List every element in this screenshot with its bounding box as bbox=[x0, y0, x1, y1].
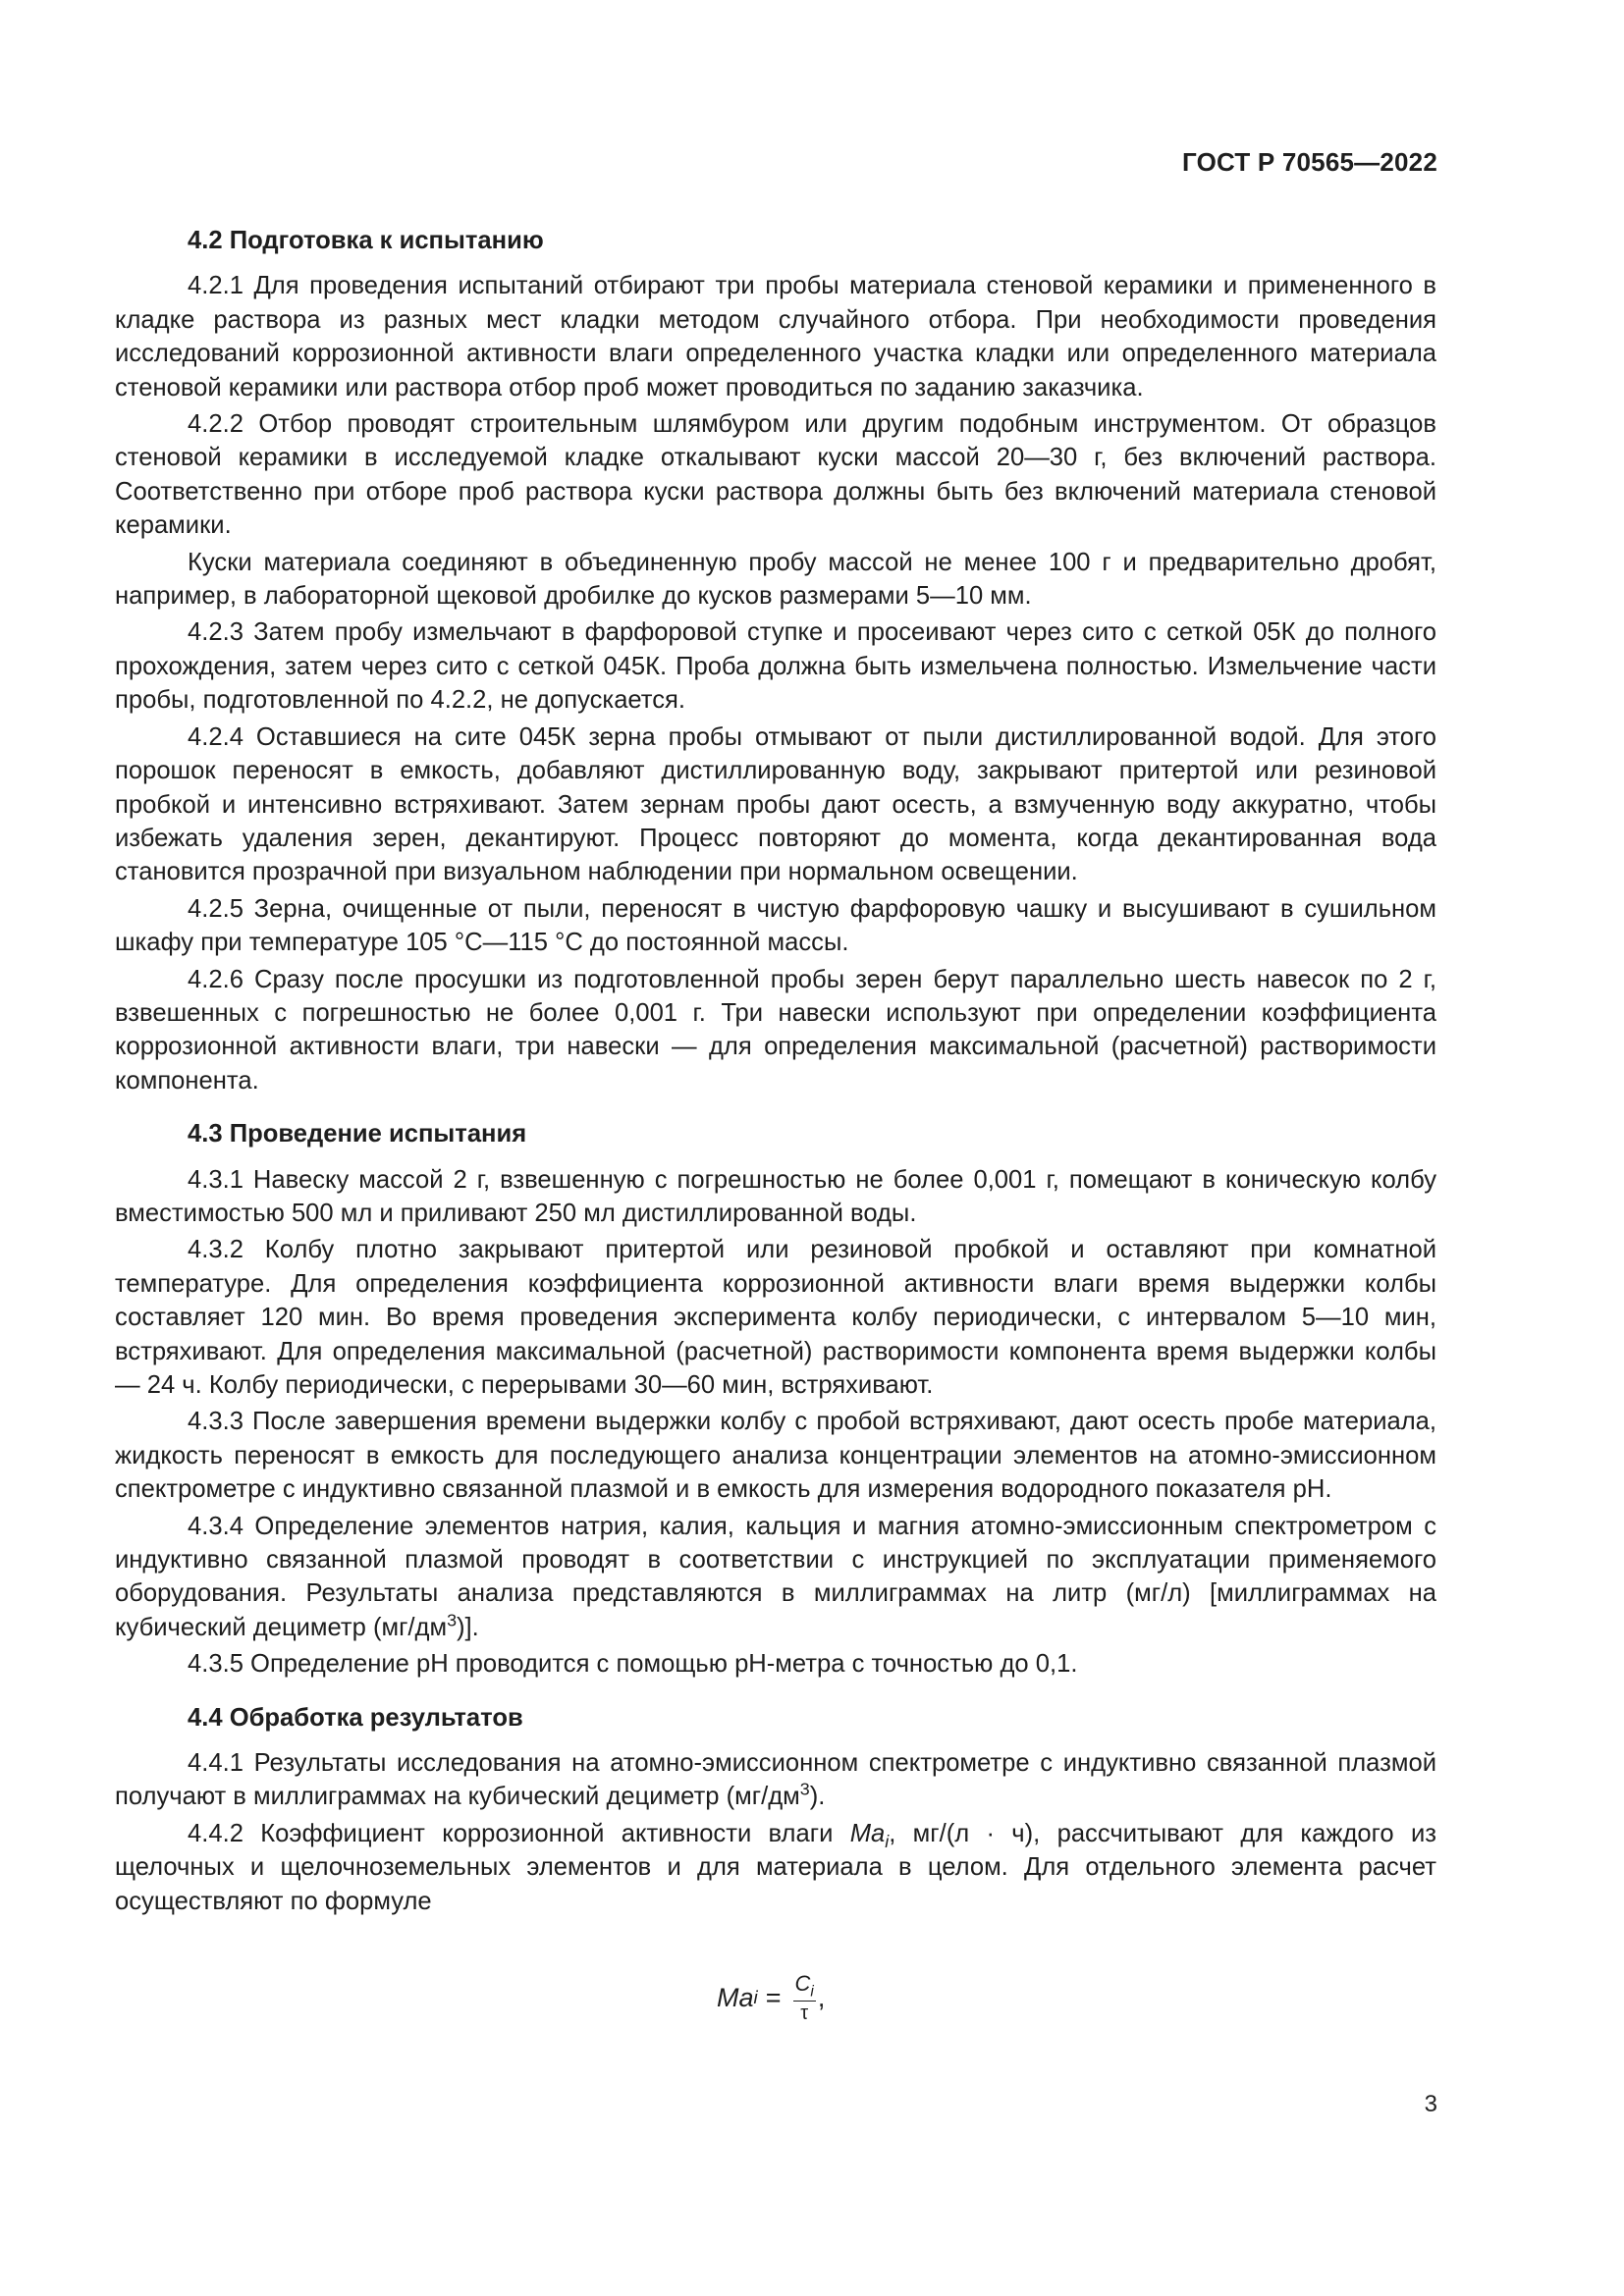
paragraph bbox=[115, 1746, 1436, 1814]
paragraph: 4.3.2 Колбу плотно закрывают притертой или резиновой пробкой и оставляют при комнатной температуре. Для определения коэффициента коррозионной активности влаги время выдержки колбы составляет 120 мин. Во время проведения эксперимента колбу периодически, с интервалом 5—10 мин, встряхивают. Для определения максимальной (расчетной) растворимости компонента время выдержки колбы — 24 ч. Колбу периодически, с перерывами 30—60 мин, встряхивают. bbox=[115, 1236, 1436, 1399]
paragraph: 4.2.2 Отбор проводят строительным шлямбуром или другим подобным инструментом. От образцов стеновой керамики в исследуемой кладке откалывают куски массой 20—30 г, без включений раствора. Соответственно при отборе проб раствора куски раствора должны быть без включений материала стеновой керамики. bbox=[115, 410, 1436, 540]
formula-comma: , bbox=[817, 1983, 826, 2013]
paragraph bbox=[115, 1817, 1436, 1918]
paragraph-text: 4.4.1 Результаты исследования на атомно-эмиссионном спектрометре с индуктивно связанной плазмой получают в миллиграммах на кубический дециметр (мг/дм bbox=[115, 1749, 1436, 1811]
symbol-ma: Ma bbox=[849, 1819, 886, 1847]
superscript: 3 bbox=[447, 1610, 458, 1630]
formula-denominator: τ bbox=[800, 2002, 809, 2025]
paragraph: 4.3.3 После завершения времени выдержки колбу с пробой встряхивают, дают осесть пробе материала, жидкость переносят в емкость для последующего анализа концентрации элементов на атомно-эмиссионном спектрометре с индуктивно связанной плазмой и в емкость для измерения водородного показателя рН. bbox=[115, 1408, 1436, 1504]
formula-fraction bbox=[793, 1971, 816, 2025]
paragraph: 4.3.5 Определение рН проводится с помощью рН-метра с точностью до 0,1. bbox=[188, 1650, 1078, 1679]
section-title: 4.3 Проведение испытания bbox=[188, 1120, 527, 1148]
paragraph-text: ). bbox=[809, 1783, 826, 1811]
subscript-index: i bbox=[885, 1831, 890, 1851]
paragraph-text: , мг/(л · ч), рассчитывают для каждого из щелочных и щелочноземельных элементов и для материала в целом. Для отдельного элемента расчет осуществляют по формуле bbox=[115, 1819, 1436, 1915]
paragraph-text: )]. bbox=[457, 1613, 479, 1641]
document-header: ГОСТ Р 70565—2022 bbox=[1182, 147, 1437, 177]
page-number: 3 bbox=[1424, 2091, 1437, 2117]
paragraph: 4.2.3 Затем пробу измельчают в фарфоровой ступке и просеивают через сито с сеткой 05К до полного прохождения, затем через сито с сеткой 045К. Проба должна быть измельчена полностью. Измельчение части пробы, подготовленной по 4.2.2, не допускается. bbox=[115, 618, 1436, 715]
paragraph: 4.2.5 Зерна, очищенные от пыли, переносят в чистую фарфоровую чашку и высушивают в сушильном шкафу при температуре 105 °С—115 °С до постоянной массы. bbox=[115, 894, 1436, 957]
paragraph-text: 4.3.4 Определение элементов натрия, калия, кальция и магния атомно-эмиссионным спектрометром с индуктивно связанной плазмой проводят в соответствии с инструкцией по эксплуатации применяемого оборудования. Результаты анализа представляются в миллиграммах на литр (мг/л) [миллиграммах на кубический дециметр (мг/дм bbox=[115, 1512, 1436, 1641]
formula-lhs: Ma bbox=[717, 1983, 754, 2013]
superscript: 3 bbox=[799, 1779, 810, 1799]
formula-numerator-text: C bbox=[794, 1971, 811, 1996]
formula bbox=[717, 1971, 825, 2025]
section-title: 4.2 Подготовка к испытанию bbox=[188, 227, 544, 254]
paragraph: 4.2.6 Сразу после просушки из подготовленной пробы зерен берут параллельно шесть навесок по 2 г, взвешенных с погрешностью не более 0,001 г. Три навески используют при определении коэффициента коррозионной активности влаги, три навески — для определения максимальной (расчетной) растворимости компонента. bbox=[115, 965, 1436, 1095]
formula-numerator-sub: i bbox=[810, 1983, 814, 2001]
paragraph: 4.3.1 Навеску массой 2 г, взвешенную с погрешностью не более 0,001 г, помещают в коническую колбу вместимостью 500 мл и приливают 250 мл дистиллированной воды. bbox=[115, 1165, 1436, 1227]
paragraph bbox=[115, 1510, 1436, 1645]
formula-equals: = bbox=[765, 1983, 782, 2013]
formula-lhs-sub bbox=[754, 1988, 758, 2009]
document-body bbox=[115, 224, 1436, 1921]
formula-numerator bbox=[793, 1971, 816, 2002]
paragraph: 4.2.4 Оставшиеся на сите 045К зерна пробы отмывают от пыли дистиллированной водой. Для этого порошок переносят в емкость, добавляют дистиллированную воду, закрывают притертой или резиновой пробкой и интенсивно встряхивают. Затем зернам пробы дают осесть, а взмученную воду аккуратно, чтобы избежать удаления зерен, декантируют. Процесс повторяют до момента, когда декантированная вода становится прозрачной при визуальном наблюдении при нормальном освещении. bbox=[115, 722, 1436, 886]
formula-lhs-sub-text: i bbox=[753, 1987, 758, 2008]
paragraph-text: 4.4.2 Коэффициент коррозионной активности влаги bbox=[188, 1819, 850, 1847]
paragraph: 4.2.1 Для проведения испытаний отбирают три пробы материала стеновой керамики и примененного в кладке раствора из разных мест кладки методом случайного отбора. При необходимости проведения исследований коррозионной активности влаги определенного участка кладки или определенного материала стеновой керамики или раствора отбор проб может проводиться по заданию заказчика. bbox=[115, 272, 1436, 401]
section-title: 4.4 Обработка результатов bbox=[188, 1703, 523, 1732]
paragraph: Куски материала соединяют в объединенную пробу массой не менее 100 г и предварительно дробят, например, в лабораторной щековой дробилке до кусков размерами 5—10 мм. bbox=[115, 548, 1436, 611]
